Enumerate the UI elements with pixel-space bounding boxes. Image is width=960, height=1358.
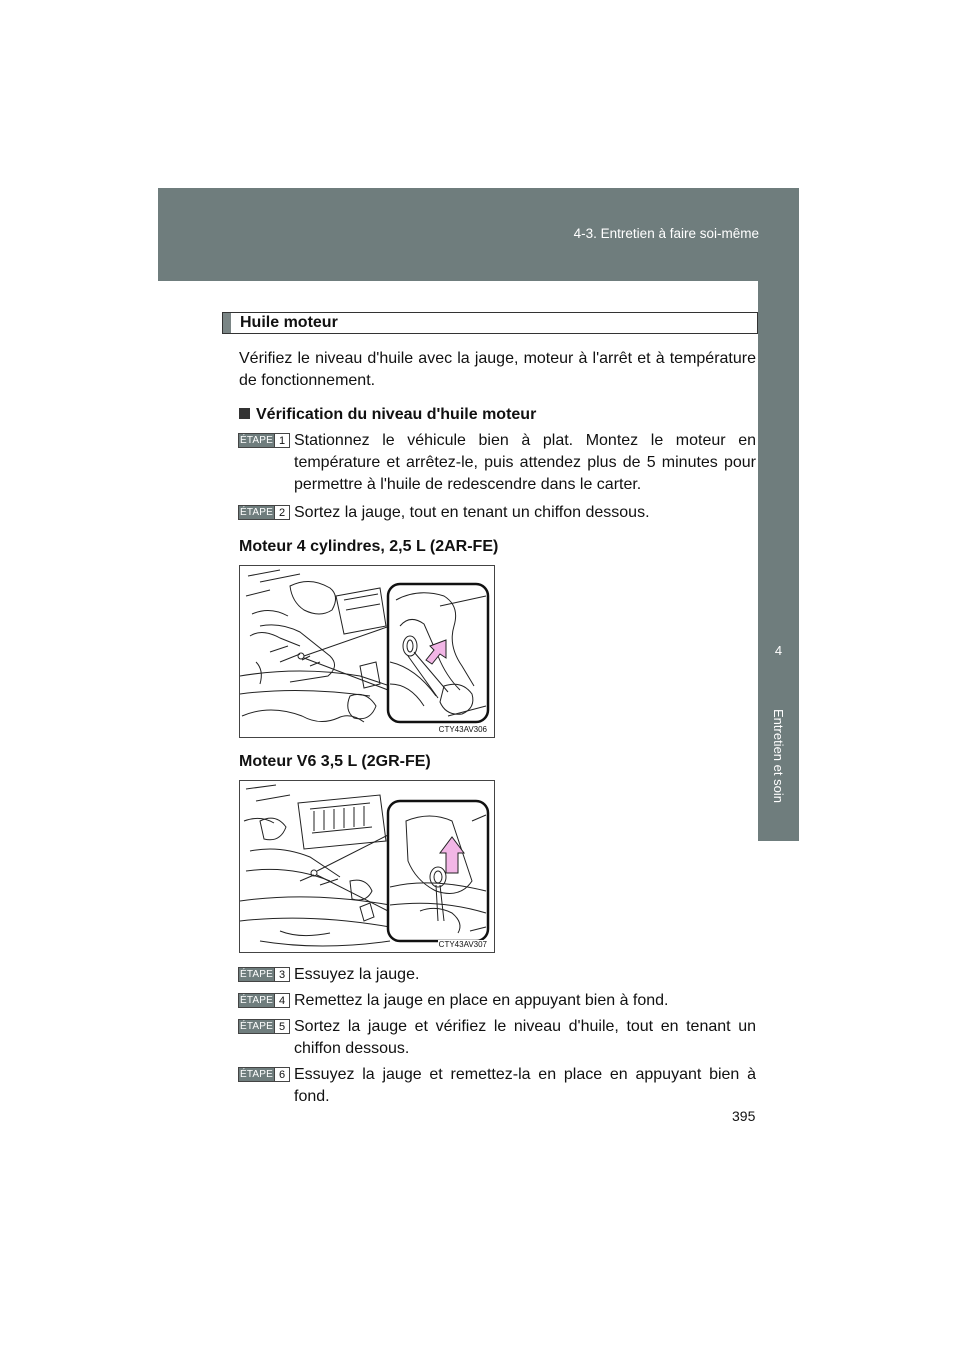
- step-badge-number: 6: [274, 1068, 289, 1081]
- step-2-text: Sortez la jauge, tout en tenant un chiffon dessous.: [294, 504, 650, 521]
- step-badge-label: ÉTAPE: [239, 507, 274, 518]
- engine-line-drawing: [240, 781, 495, 953]
- intro-paragraph: Vérifiez le niveau d'huile avec la jauge, moteur à l'arrêt et à température de fonctionnement.: [239, 350, 756, 389]
- subheading-text: Vérification du niveau d'huile moteur: [256, 406, 537, 423]
- section-title-bar: [223, 313, 231, 333]
- subheading: [239, 404, 756, 426]
- step-badge-6: [238, 1067, 290, 1082]
- square-bullet-icon: [239, 408, 250, 419]
- figure-2-caption: Moteur V6 3,5 L (2GR-FE): [239, 753, 431, 770]
- header-band: [158, 188, 799, 281]
- step-6-text: Essuyez la jauge et remettez-la en place en appuyant bien à fond.: [294, 1066, 756, 1105]
- step-badge-label: ÉTAPE: [239, 1069, 274, 1080]
- step-5-text: Sortez la jauge et vérifiez le niveau d'huile, tout en tenant un chiffon dessous.: [294, 1018, 756, 1057]
- step-badge-number: 3: [274, 968, 289, 981]
- step-badge-number: 1: [274, 434, 289, 447]
- step-badge-label: ÉTAPE: [239, 435, 274, 446]
- chapter-label: Entretien et soin: [771, 709, 786, 803]
- step-badge-2: [238, 505, 290, 520]
- step-badge-label: ÉTAPE: [239, 1021, 274, 1032]
- engine-line-drawing: [240, 566, 495, 738]
- section-title: Huile moteur: [240, 314, 338, 331]
- step-badge-1: [238, 433, 290, 448]
- step-badge-label: ÉTAPE: [239, 969, 274, 980]
- engine-illustration-4cyl: [239, 565, 495, 738]
- chapter-number: 4: [774, 643, 783, 658]
- figure-1-caption: Moteur 4 cylindres, 2,5 L (2AR-FE): [239, 538, 499, 555]
- section-title-box: [222, 312, 758, 334]
- chapter-tab[interactable]: [758, 281, 799, 841]
- figure-2-code: CTY43AV307: [438, 940, 487, 949]
- step-badge-number: 5: [274, 1020, 289, 1033]
- step-4-text: Remettez la jauge en place en appuyant bien à fond.: [294, 992, 669, 1009]
- engine-illustration-v6: [239, 780, 495, 953]
- step-badge-5: [238, 1019, 290, 1034]
- step-1-text: Stationnez le véhicule bien à plat. Montez le moteur en température et arrêtez-le, puis attendez plus de 5 minutes pour permettre à l'huile de redescendre dans le carter.: [294, 432, 756, 493]
- step-badge-4: [238, 993, 290, 1008]
- step-badge-number: 4: [274, 994, 289, 1007]
- step-badge-label: ÉTAPE: [239, 995, 274, 1006]
- page-number: 395: [732, 1108, 756, 1124]
- step-badge-number: 2: [274, 506, 289, 519]
- step-3-text: Essuyez la jauge.: [294, 966, 420, 983]
- figure-1-code: CTY43AV306: [438, 725, 487, 734]
- section-reference: 4-3. Entretien à faire soi-même: [573, 226, 759, 241]
- step-badge-3: [238, 967, 290, 982]
